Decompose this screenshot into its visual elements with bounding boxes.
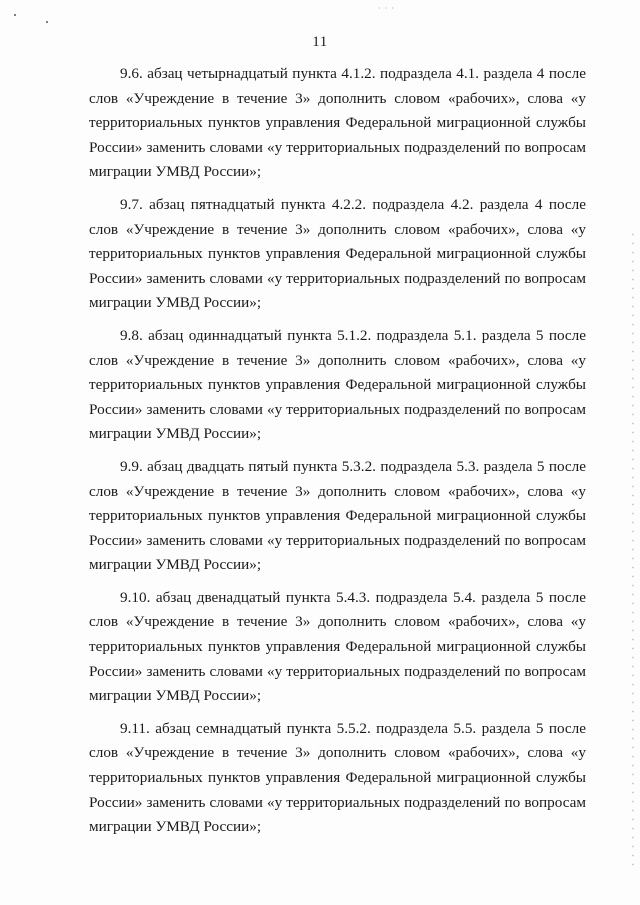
paragraph-9-6: 9.6. абзац четырнадцатый пункта 4.1.2. подраздела 4.1. раздела 4 после слов «Учреждение в течение 3» дополнить словом «рабочих», слова «у территориальных пунктов управления Федеральной миграционной службы России» заменить словами «у территориальных подразделений по вопросам миграции УМВД России»; <box>89 65 586 181</box>
paragraph-9-8: 9.8. абзац одиннадцатый пункта 5.1.2. подраздела 5.1. раздела 5 после слов «Учреждение в течение 3» дополнить словом «рабочих», слова «у территориальных пунктов управления Федеральной миграционной службы России» заменить словами «у территориальных подразделений по вопросам миграции УМВД России»; <box>89 326 586 443</box>
paragraph-9-11: 9.11. абзац семнадцатый пункта 5.5.2. подраздела 5.5. раздела 5 после слов «Учреждение в течение 3» дополнить словом «рабочих», слова «у территориальных пунктов управления Федеральной миграционной службы России» заменить словами «у территориальных подразделений по вопросам миграции УМВД России»; <box>89 719 586 836</box>
scan-speck <box>14 14 16 16</box>
paragraph-9-7: 9.7. абзац пятнадцатый пункта 4.2.2. подраздела 4.2. раздела 4 после слов «Учреждение в течение 3» дополнить словом «рабочих», слова «у территориальных пунктов управления Федеральной миграционной службы России» заменить словами «у территориальных подразделений по вопросам миграции УМВД России»; <box>89 195 586 312</box>
page-number: 11 <box>312 34 328 50</box>
scan-speck <box>46 21 48 23</box>
paragraph-9-10: 9.10. абзац двенадцатый пункта 5.4.3. подраздела 5.4. раздела 5 после слов «Учреждение в течение 3» дополнить словом «рабочих», слова «у территориальных пунктов управления Федеральной миграционной службы России» заменить словами «у территориальных подразделений по вопросам миграции УМВД России»; <box>89 588 586 705</box>
margin-scan-dots <box>632 230 634 870</box>
paragraph-9-9: 9.9. абзац двадцать пятый пункта 5.3.2. подраздела 5.3. раздела 5 после слов «Учреждение в течение 3» дополнить словом «рабочих», слова «у территориальных пунктов управления Федеральной миграционной службы России» заменить словами «у территориальных подразделений по вопросам миграции УМВД России»; <box>89 457 586 574</box>
scan-artifact-mark: · · · <box>378 4 395 13</box>
document-body <box>89 62 586 848</box>
